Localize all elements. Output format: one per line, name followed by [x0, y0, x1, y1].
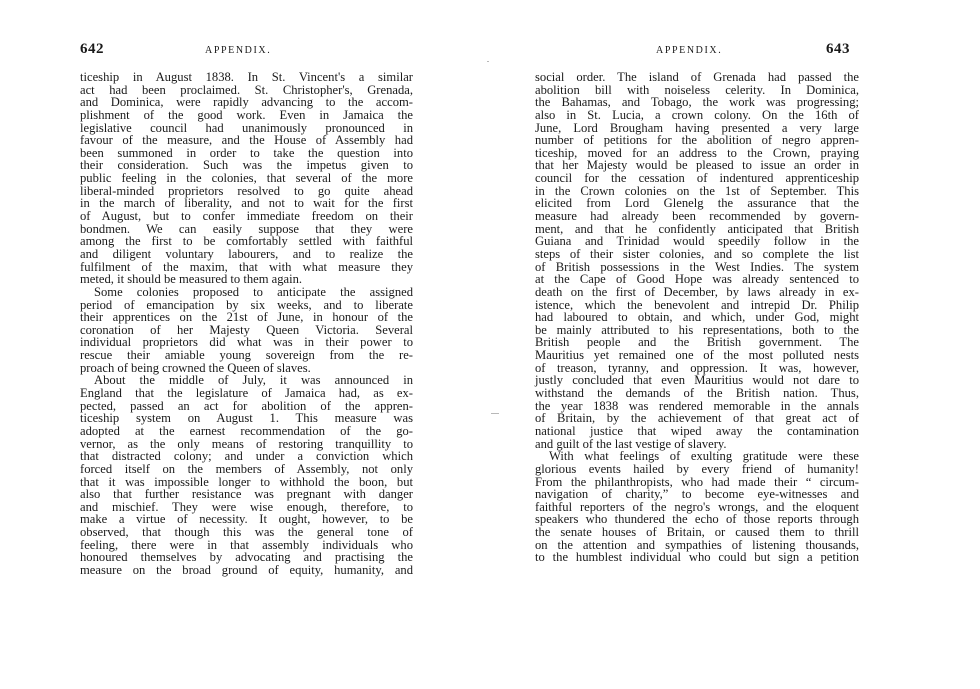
text-line: forced itself on the members of Assembly, not only [80, 461, 413, 476]
text-line: ment, and that he confidently anticipated that British [535, 221, 859, 236]
text-line: About the middle of July, it was announced in [94, 373, 413, 388]
text-line: meted, it should be measured to them again. [80, 272, 303, 287]
text-line: steps of their sister colonies, and so complete the list [535, 246, 859, 261]
text-line: British people and the British government. The [535, 335, 859, 350]
print-speck [487, 61, 489, 62]
text-line: proach of being crowned the Queen of slaves. [80, 360, 311, 375]
text-line: death on the first of December, by laws already in ex- [535, 284, 859, 299]
text-line: individual proprietors did what was in their power to [80, 335, 413, 350]
body-text [80, 71, 413, 577]
text-line: vernor, as the only means of restoring tranquillity to [80, 436, 413, 451]
text-line: abolition bill with noiseless celerity. In Dominica, [535, 82, 859, 97]
text-line: adopted at the earnest recommendation of the go- [80, 423, 413, 438]
text-line: in the march of liberality, and not to wait for the first [80, 196, 413, 211]
text-line: and diligent voluntary labourers, and to realize the [80, 246, 413, 261]
text-line: of August, but to confer immediate freedom on their [80, 209, 413, 224]
text-line: had laboured to obtain, and which, under God, might [535, 310, 859, 325]
text-line: and guilt of the last vestige of slavery. [535, 436, 727, 451]
text-line: rescue their amiable young sovereign from the re- [80, 348, 413, 363]
text-line: coronation of her Majesty Queen Victoria. Several [80, 322, 413, 337]
text-line: the Bahamas, and Tobago, the work was progressing; [535, 95, 859, 110]
text-line: honoured themselves by advocating and practising the [80, 550, 413, 565]
text-line: to the humblest individual who could but sign a petition [535, 550, 859, 565]
text-line: that her Majesty would be pleased to issue an order in [535, 158, 859, 173]
text-line: bondmen. We can easily suppose that they were [80, 221, 413, 236]
text-line: withstand the demands of the British nation. Thus, [535, 386, 859, 401]
text-line: faithful reporters of the negro's wrongs, and the eloquent [535, 499, 859, 514]
text-line: period of emancipation by six weeks, and to liberate [80, 297, 413, 312]
text-line: their consideration. Such was the impetus given to [80, 158, 413, 173]
text-line: their apprentices on the 21st of June, in honour of the [80, 310, 413, 325]
text-line: make a virtue of necessity. It ought, however, to be [80, 512, 413, 527]
text-line: glorious events hailed by every friend of humanity! [535, 461, 859, 476]
text-line: public feeling in the colonies, that several of the more [80, 171, 413, 186]
text-line: also in St. Lucia, a crown colony. On the 16th of [535, 107, 859, 122]
text-line: ticeship in August 1838. In St. Vincent's a similar [80, 70, 413, 84]
text-line: favour of the measure, and the House of Assembly had [80, 133, 413, 148]
text-line: in the Crown colonies on the 1st of September. This [535, 183, 859, 198]
running-head: APPENDIX. [205, 45, 272, 56]
running-head: APPENDIX. [656, 45, 723, 56]
page-number: 642 [80, 41, 104, 57]
text-line: that it was impossible longer to withhold the boon, but [80, 474, 413, 489]
text-line: Mauritius yet remained one of the most polluted nests [535, 348, 859, 363]
text-line: observed, that though this was the general tone of [80, 525, 413, 540]
text-line: among the first to be comfortably settled with faithful [80, 234, 413, 249]
text-line: navigation of charity,” to become eye-witnesses and [535, 487, 859, 502]
right-page [490, 0, 980, 689]
text-line: council for the cessation of indentured apprenticeship [535, 171, 859, 186]
text-line: national justice that wiped away the contamination [535, 423, 859, 438]
text-line: act had been proclaimed. St. Christopher's, Grenada, [80, 82, 413, 97]
text-line: and Dominica, were rapidly advancing to the accom- [80, 95, 413, 110]
text-line: England that the legislature of Jamaica had, as ex- [80, 386, 413, 401]
text-line: legislative council had unanimously pronounced in [80, 120, 413, 135]
print-speck [491, 413, 499, 414]
text-line: fulfilment of the maxim, that with what measure they [80, 259, 413, 274]
text-line: Guiana and Trinidad would speedily follow in the [535, 234, 859, 249]
body-text [535, 71, 859, 564]
text-line: be mainly attributed to his representations, both to the [535, 322, 859, 337]
text-line: also that further resistance was pregnant with danger [80, 487, 413, 502]
text-line: istence, which the benevolent and intrepid Dr. Philip [535, 297, 859, 312]
text-line: measure on the broad ground of equity, humanity, and [80, 562, 413, 577]
text-line: plishment of the good work. Even in Jamaica the [80, 107, 413, 122]
text-line: ticeship system on August 1. This measure was [80, 411, 413, 426]
text-line: measure had already been recommended by govern- [535, 209, 859, 224]
text-line: the senate houses of Britain, or caused them to thrill [535, 525, 859, 540]
text-line: at the Cape of Good Hope was already sentenced to [535, 272, 859, 287]
text-line: liberal-minded proprietors resolved to go quite ahead [80, 183, 413, 198]
text-line: pected, passed an act for abolition of the appren- [80, 398, 413, 413]
text-line: on the attention and sympathies of listening thousands, [535, 537, 859, 552]
text-line: June, Lord Brougham having presented a very large [535, 120, 859, 135]
text-line: With what feelings of exulting gratitude were these [549, 449, 859, 464]
text-line: justly concluded that even Mauritius would not dare to [535, 373, 859, 388]
text-line: number of petitions for the abolition of negro appren- [535, 133, 859, 148]
text-line: Some colonies proposed to anticipate the assigned [94, 284, 413, 299]
text-line: feeling, there were in that assembly individuals who [80, 537, 413, 552]
text-line: elicited from Lord Glenelg the assurance that the [535, 196, 859, 211]
text-line: the year 1838 was rendered memorable in the annals [535, 398, 859, 413]
text-line: that distracted colony; and under a conviction which [80, 449, 413, 464]
text-line: From the philanthropists, who had made their “ circum- [535, 474, 859, 489]
text-line: been summoned in order to take the question into [80, 145, 413, 160]
text-line: of treason, tyranny, and oppression. It was, however, [535, 360, 859, 375]
page-number: 643 [826, 41, 850, 57]
text-line: and mischief. They were wise enough, therefore, to [80, 499, 413, 514]
text-line: social order. The island of Grenada had passed the [535, 70, 859, 84]
text-line: of Britain, by the achievement of that great act of [535, 411, 859, 426]
text-line: speakers who thundered the echo of those reports through [535, 512, 859, 527]
text-line: ticeship, moved for an address to the Crown, praying [535, 145, 859, 160]
text-line: of British possessions in the West Indies. The system [535, 259, 859, 274]
